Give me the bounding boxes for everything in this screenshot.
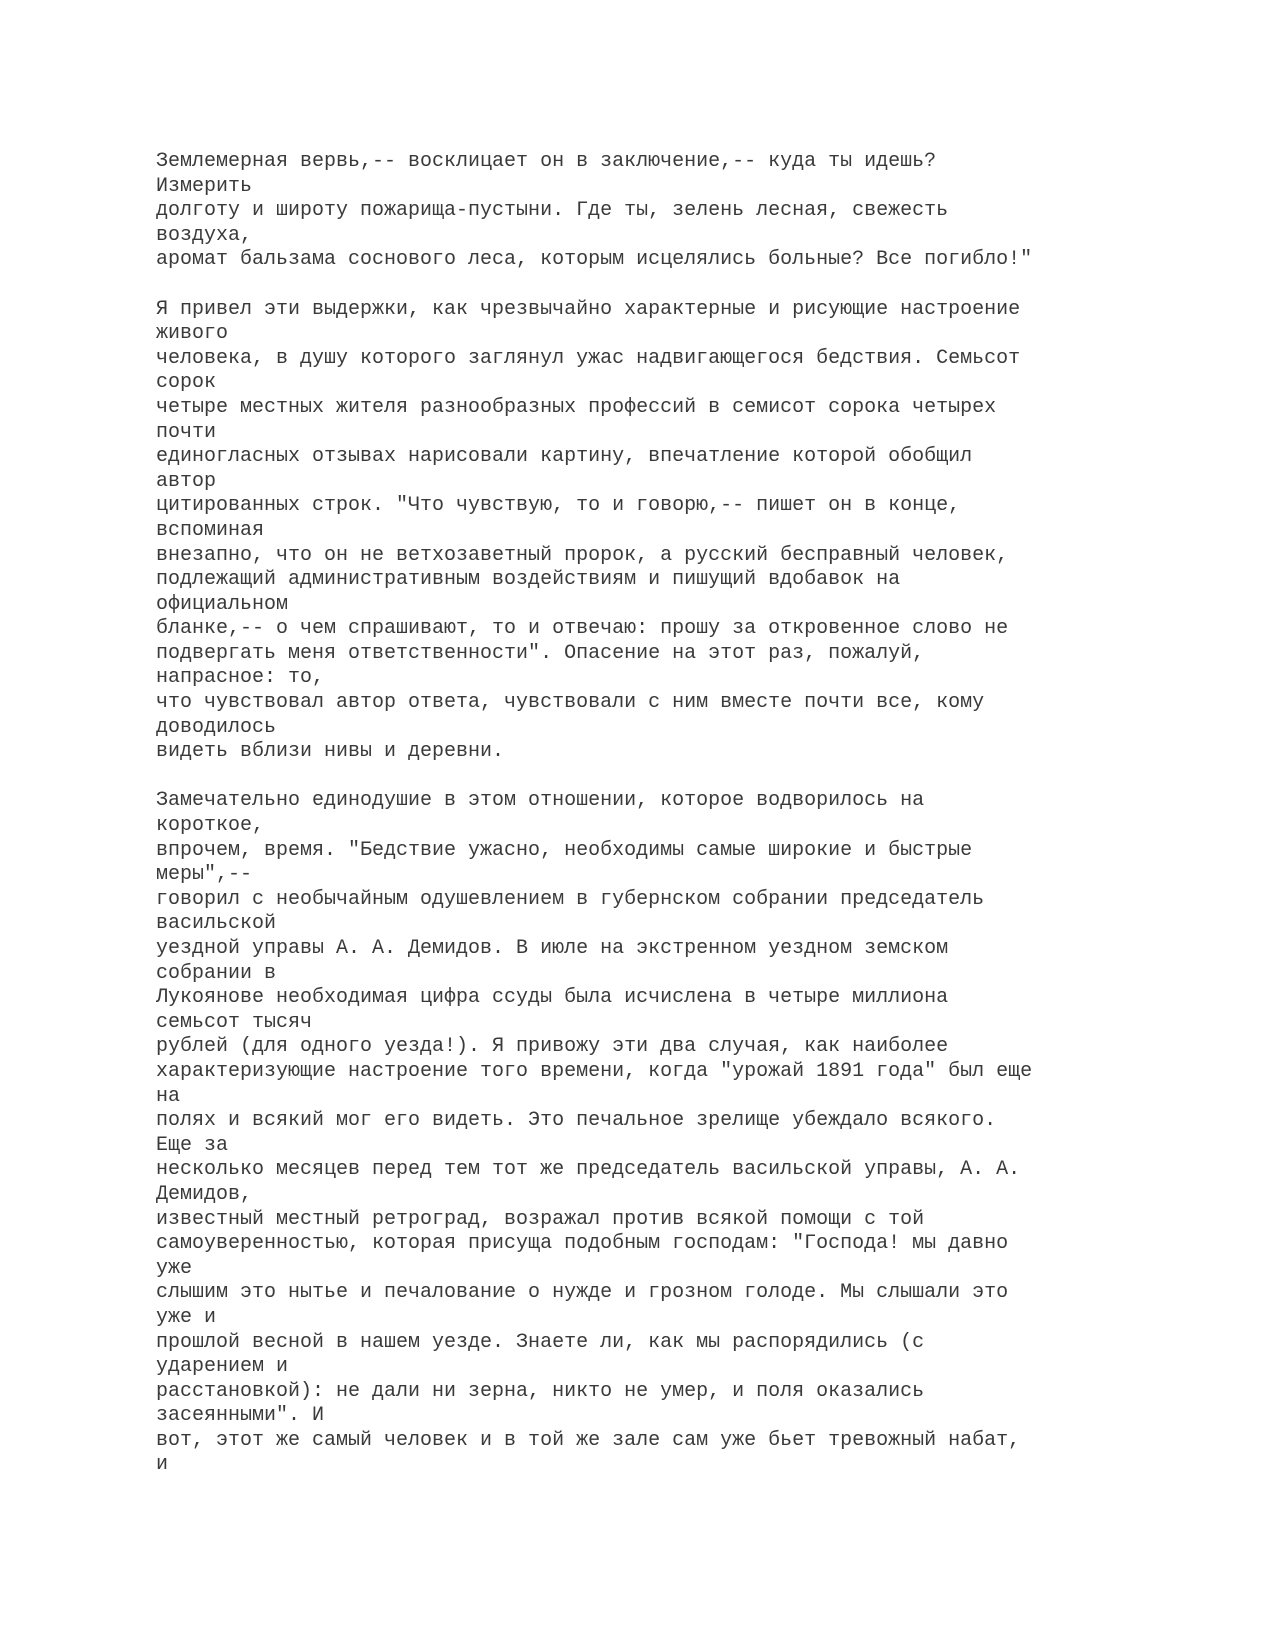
text-line: слышим это нытье и печалование о нужде и грозном голоде. Мы слышали это (156, 1281, 1009, 1305)
text-line: уже и (156, 1305, 217, 1329)
text-line: Демидов, (156, 1182, 253, 1206)
text-line: впрочем, время. "Бедствие ужасно, необходимы самые широкие и быстрые (156, 838, 973, 862)
text-line: самоуверенностью, которая присуща подобным господам: "Господа! мы давно (156, 1232, 1009, 1256)
text-line: подвергать меня ответственности". Опасение на этот раз, пожалуй, (156, 641, 925, 665)
text-line: автор (156, 469, 217, 493)
text-line: Измерить (156, 174, 253, 198)
text-line: Замечательно единодушие в этом отношении, которое водворилось на (156, 789, 925, 813)
text-line: ударением и (156, 1355, 289, 1379)
blank-line (156, 273, 1236, 298)
text-line: прошлой весной в нашем уезде. Знаете ли, как мы распорядились (с (156, 1330, 925, 1354)
text-line: цитированных строк. "Что чувствую, то и говорю,-- пишет он в конце, (156, 494, 961, 518)
text-line: меры",-- (156, 863, 253, 887)
text-line: и (156, 1453, 169, 1477)
text-line: воздуха, (156, 223, 253, 247)
text-line: четыре местных жителя разнообразных профессий в семисот сорока четырех (156, 395, 997, 419)
text-line: собрании в (156, 961, 277, 985)
text-line: короткое, (156, 814, 265, 838)
text-line: уездной управы А. А. Демидов. В июле на экстренном уездном земском (156, 937, 949, 960)
text-line: Землемерная вервь,-- восклицает он в заключение,-- куда ты идешь? (156, 150, 937, 173)
text-line: почти (156, 420, 217, 444)
document-text (156, 150, 1236, 1478)
text-line: Еще за (156, 1133, 229, 1157)
text-line: засеянными". И (156, 1404, 325, 1428)
text-line: человека, в душу которого заглянул ужас надвигающегося бедствия. Семьсот (156, 346, 1021, 370)
text-line: полях и всякий мог его видеть. Это печальное зрелище убеждало всякого. (156, 1109, 997, 1133)
text-line: уже (156, 1256, 193, 1280)
text-line: говорил с необычайным одушевлением в губернском собрании председатель (156, 887, 985, 911)
text-line: рублей (для одного уезда!). Я привожу эти два случая, как наиболее (156, 1035, 949, 1059)
text-line: расстановкой): не дали ни зерна, никто не умер, и поля оказались (156, 1379, 925, 1403)
text-line: что чувствовал автор ответа, чувствовали с ним вместе почти все, кому (156, 691, 985, 715)
text-line: аромат бальзама соснового леса, которым исцелялись больные? Все погибло!" (156, 248, 1033, 272)
text-line: характеризующие настроение того времени, когда "урожай 1891 года" был еще (156, 1059, 1033, 1083)
text-line: доводилось (156, 715, 277, 739)
text-line: на (156, 1084, 181, 1108)
text-line: видеть вблизи нивы и деревни. (156, 740, 505, 764)
text-line: подлежащий административным воздействиям и пишущий вдобавок на (156, 568, 901, 592)
text-line: сорок (156, 371, 217, 395)
text-line: вспоминая (156, 518, 265, 542)
text-line: бланке,-- о чем спрашивают, то и отвечаю: прошу за откровенное слово не (156, 617, 1009, 641)
blank-line (156, 765, 1236, 790)
text-line: внезапно, что он не ветхозаветный пророк, а русский бесправный человек, (156, 543, 1009, 567)
text-line: известный местный ретроград, возражал против всякой помощи с той (156, 1207, 925, 1231)
text-line: Я привел эти выдержки, как чрезвычайно характерные и рисующие настроение (156, 297, 1021, 321)
text-line: единогласных отзывах нарисовали картину, впечатление которой обобщил (156, 445, 973, 469)
text-line: официальном (156, 592, 289, 616)
text-line: вот, этот же самый человек и в той же зале сам уже бьет тревожный набат, (156, 1428, 1021, 1452)
text-line: семьсот тысяч (156, 1010, 313, 1034)
text-line: напрасное: то, (156, 666, 325, 690)
text-line: Лукоянове необходимая цифра ссуды была исчислена в четыре миллиона (156, 986, 949, 1010)
text-line: несколько месяцев перед тем тот же председатель васильской управы, А. А. (156, 1158, 1021, 1182)
text-line: живого (156, 322, 229, 346)
text-line: васильской (156, 912, 277, 936)
text-line: долготу и широту пожарища-пустыни. Где ты, зелень лесная, свежесть (156, 199, 949, 223)
